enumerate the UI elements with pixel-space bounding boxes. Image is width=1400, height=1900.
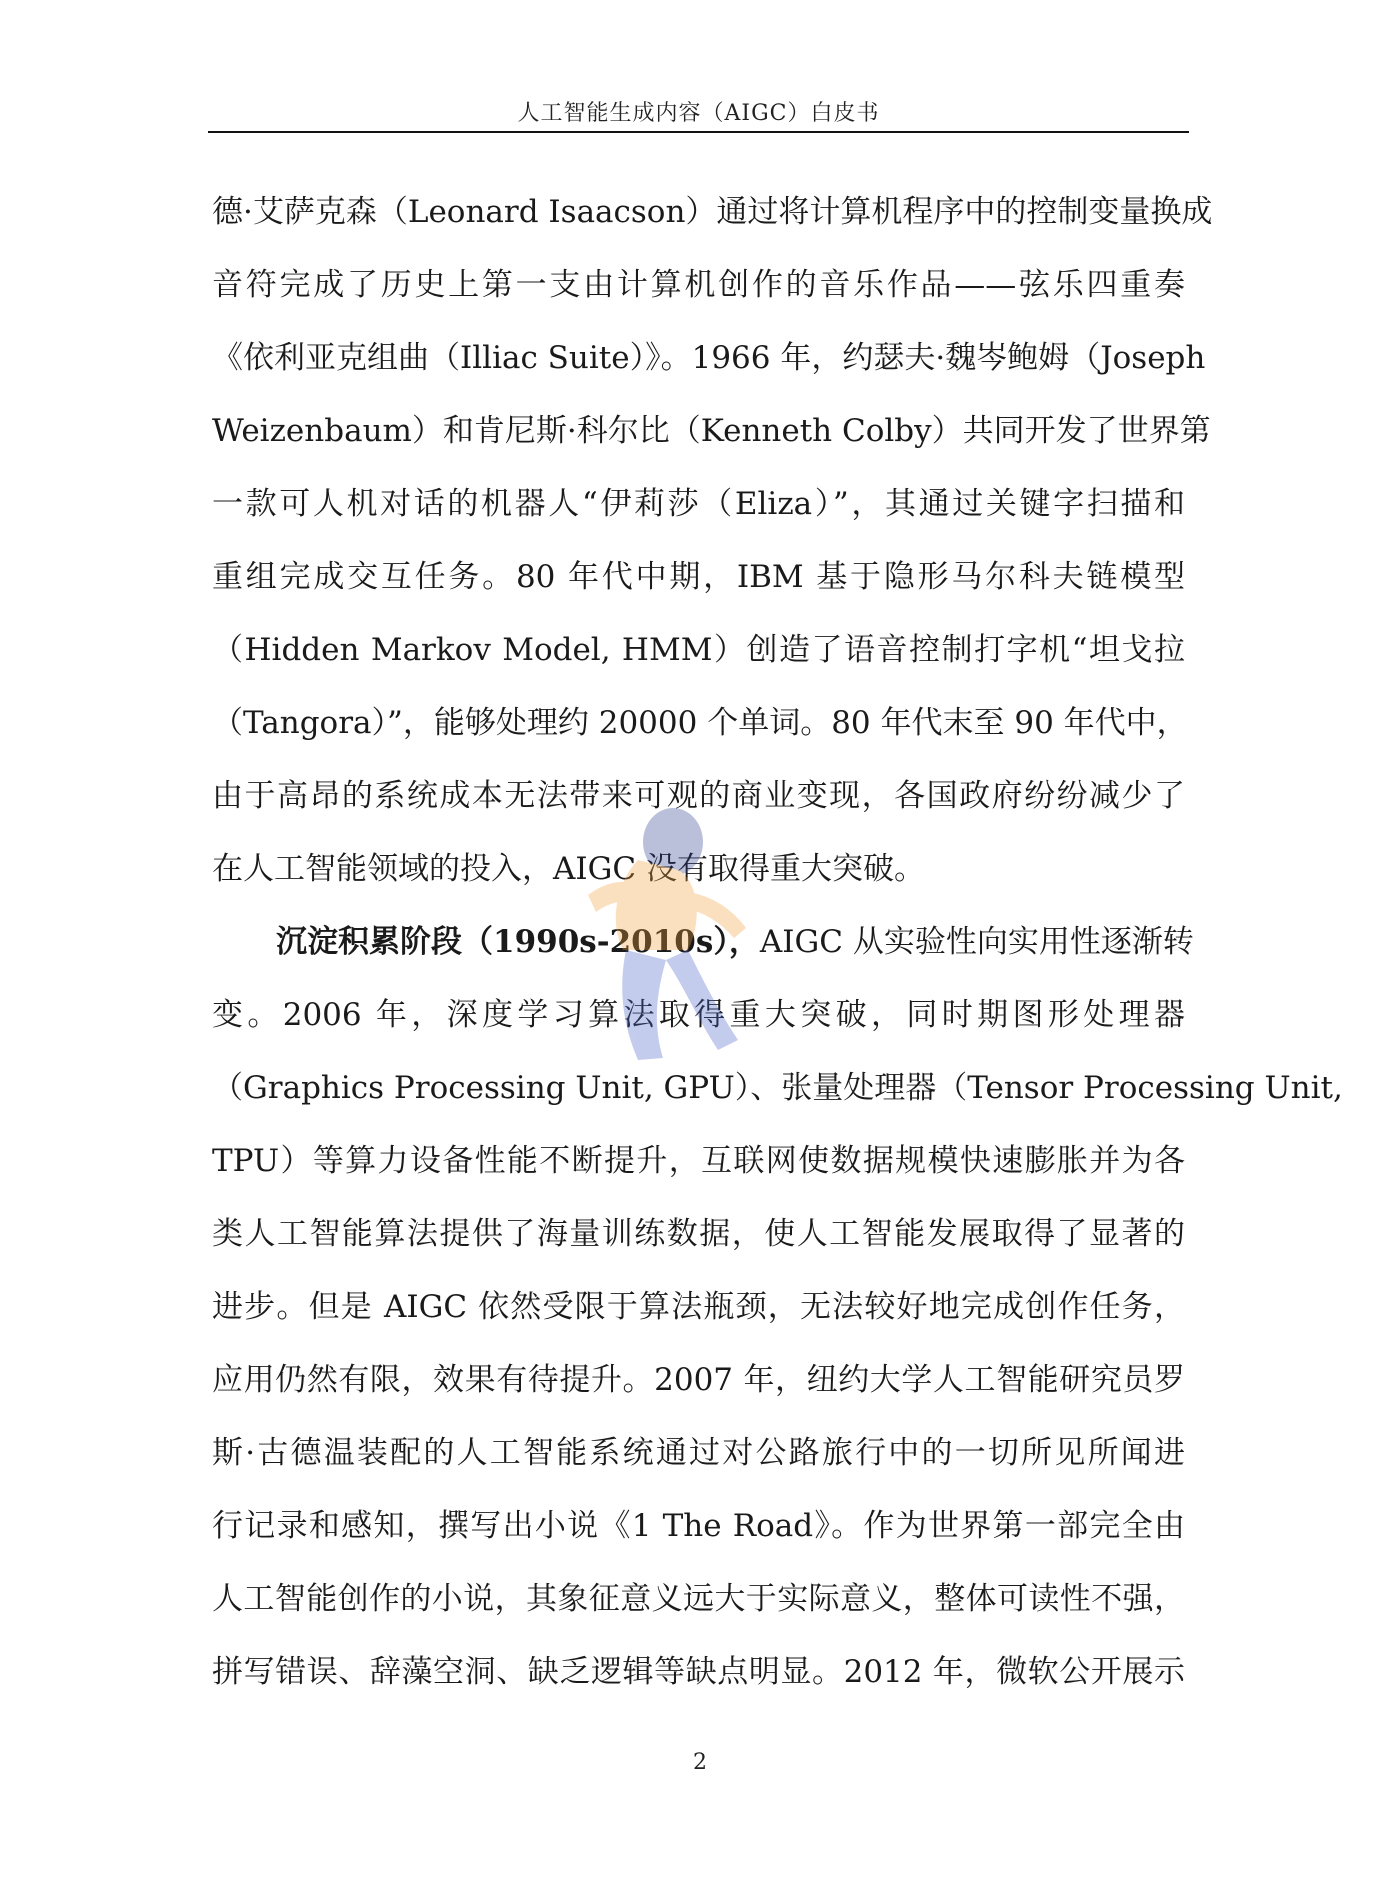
body-line: 《依利亚克组曲（Illiac Suite）》。1966 年，约瑟夫·魏岑鲍姆（Joseph xyxy=(212,340,1206,376)
header-divider xyxy=(208,131,1189,133)
page-number: 2 xyxy=(693,1750,707,1775)
body-line: 人工智能创作的小说，其象征意义远大于实际意义，整体可读性不强， xyxy=(212,1581,1185,1617)
body-line: 在人工智能领域的投入，AIGC 没有取得重大突破。 xyxy=(212,851,925,887)
body-line: （Hidden Markov Model, HMM）创造了语音控制打字机“坦戈拉 xyxy=(212,632,1185,668)
page-header-title: 人工智能生成内容（AIGC）白皮书 xyxy=(517,101,880,126)
paragraph-text: AIGC 从实验性向实用性逐渐转 xyxy=(759,924,1194,960)
body-line: 一款可人机对话的机器人“伊莉莎（Eliza）”，其通过关键字扫描和 xyxy=(212,486,1185,522)
body-line: 拼写错误、辞藻空洞、缺乏逻辑等缺点明显。2012 年，微软公开展示 xyxy=(212,1654,1185,1690)
body-line: 音符完成了历史上第一支由计算机创作的音乐作品——弦乐四重奏 xyxy=(212,267,1185,303)
body-line: （Graphics Processing Unit, GPU）、张量处理器（Tensor Processing Unit, xyxy=(212,1070,1343,1106)
document-body xyxy=(212,176,1343,1709)
body-line: 类人工智能算法提供了海量训练数据，使人工智能发展取得了显著的 xyxy=(212,1216,1185,1252)
section-heading-inline: 沉淀积累阶段（1990s-2010s）， xyxy=(276,924,760,960)
body-line: 德·艾萨克森（Leonard Isaacson）通过将计算机程序中的控制变量换成 xyxy=(212,194,1213,230)
body-line: 由于高昂的系统成本无法带来可观的商业变现，各国政府纷纷减少了 xyxy=(212,778,1185,814)
body-line: 变。2006 年，深度学习算法取得重大突破，同时期图形处理器 xyxy=(212,997,1185,1033)
body-line: Weizenbaum）和肯尼斯·科尔比（Kenneth Colby）共同开发了世界第 xyxy=(212,413,1211,449)
body-line: 重组完成交互任务。80 年代中期，IBM 基于隐形马尔科夫链模型 xyxy=(212,559,1185,595)
body-line: 应用仍然有限，效果有待提升。2007 年，纽约大学人工智能研究员罗 xyxy=(212,1362,1185,1398)
body-line: 行记录和感知，撰写出小说《1 The Road》。作为世界第一部完全由 xyxy=(212,1508,1185,1544)
body-line: TPU）等算力设备性能不断提升，互联网使数据规模快速膨胀并为各 xyxy=(212,1143,1185,1179)
body-line: 进步。但是 AIGC 依然受限于算法瓶颈，无法较好地完成创作任务， xyxy=(212,1289,1185,1325)
paragraph-first-line xyxy=(212,906,1194,979)
body-line: 斯·古德温装配的人工智能系统通过对公路旅行中的一切所见所闻进 xyxy=(212,1435,1185,1471)
body-line: （Tangora）”，能够处理约 20000 个单词。80 年代末至 90 年代中， xyxy=(212,705,1188,741)
